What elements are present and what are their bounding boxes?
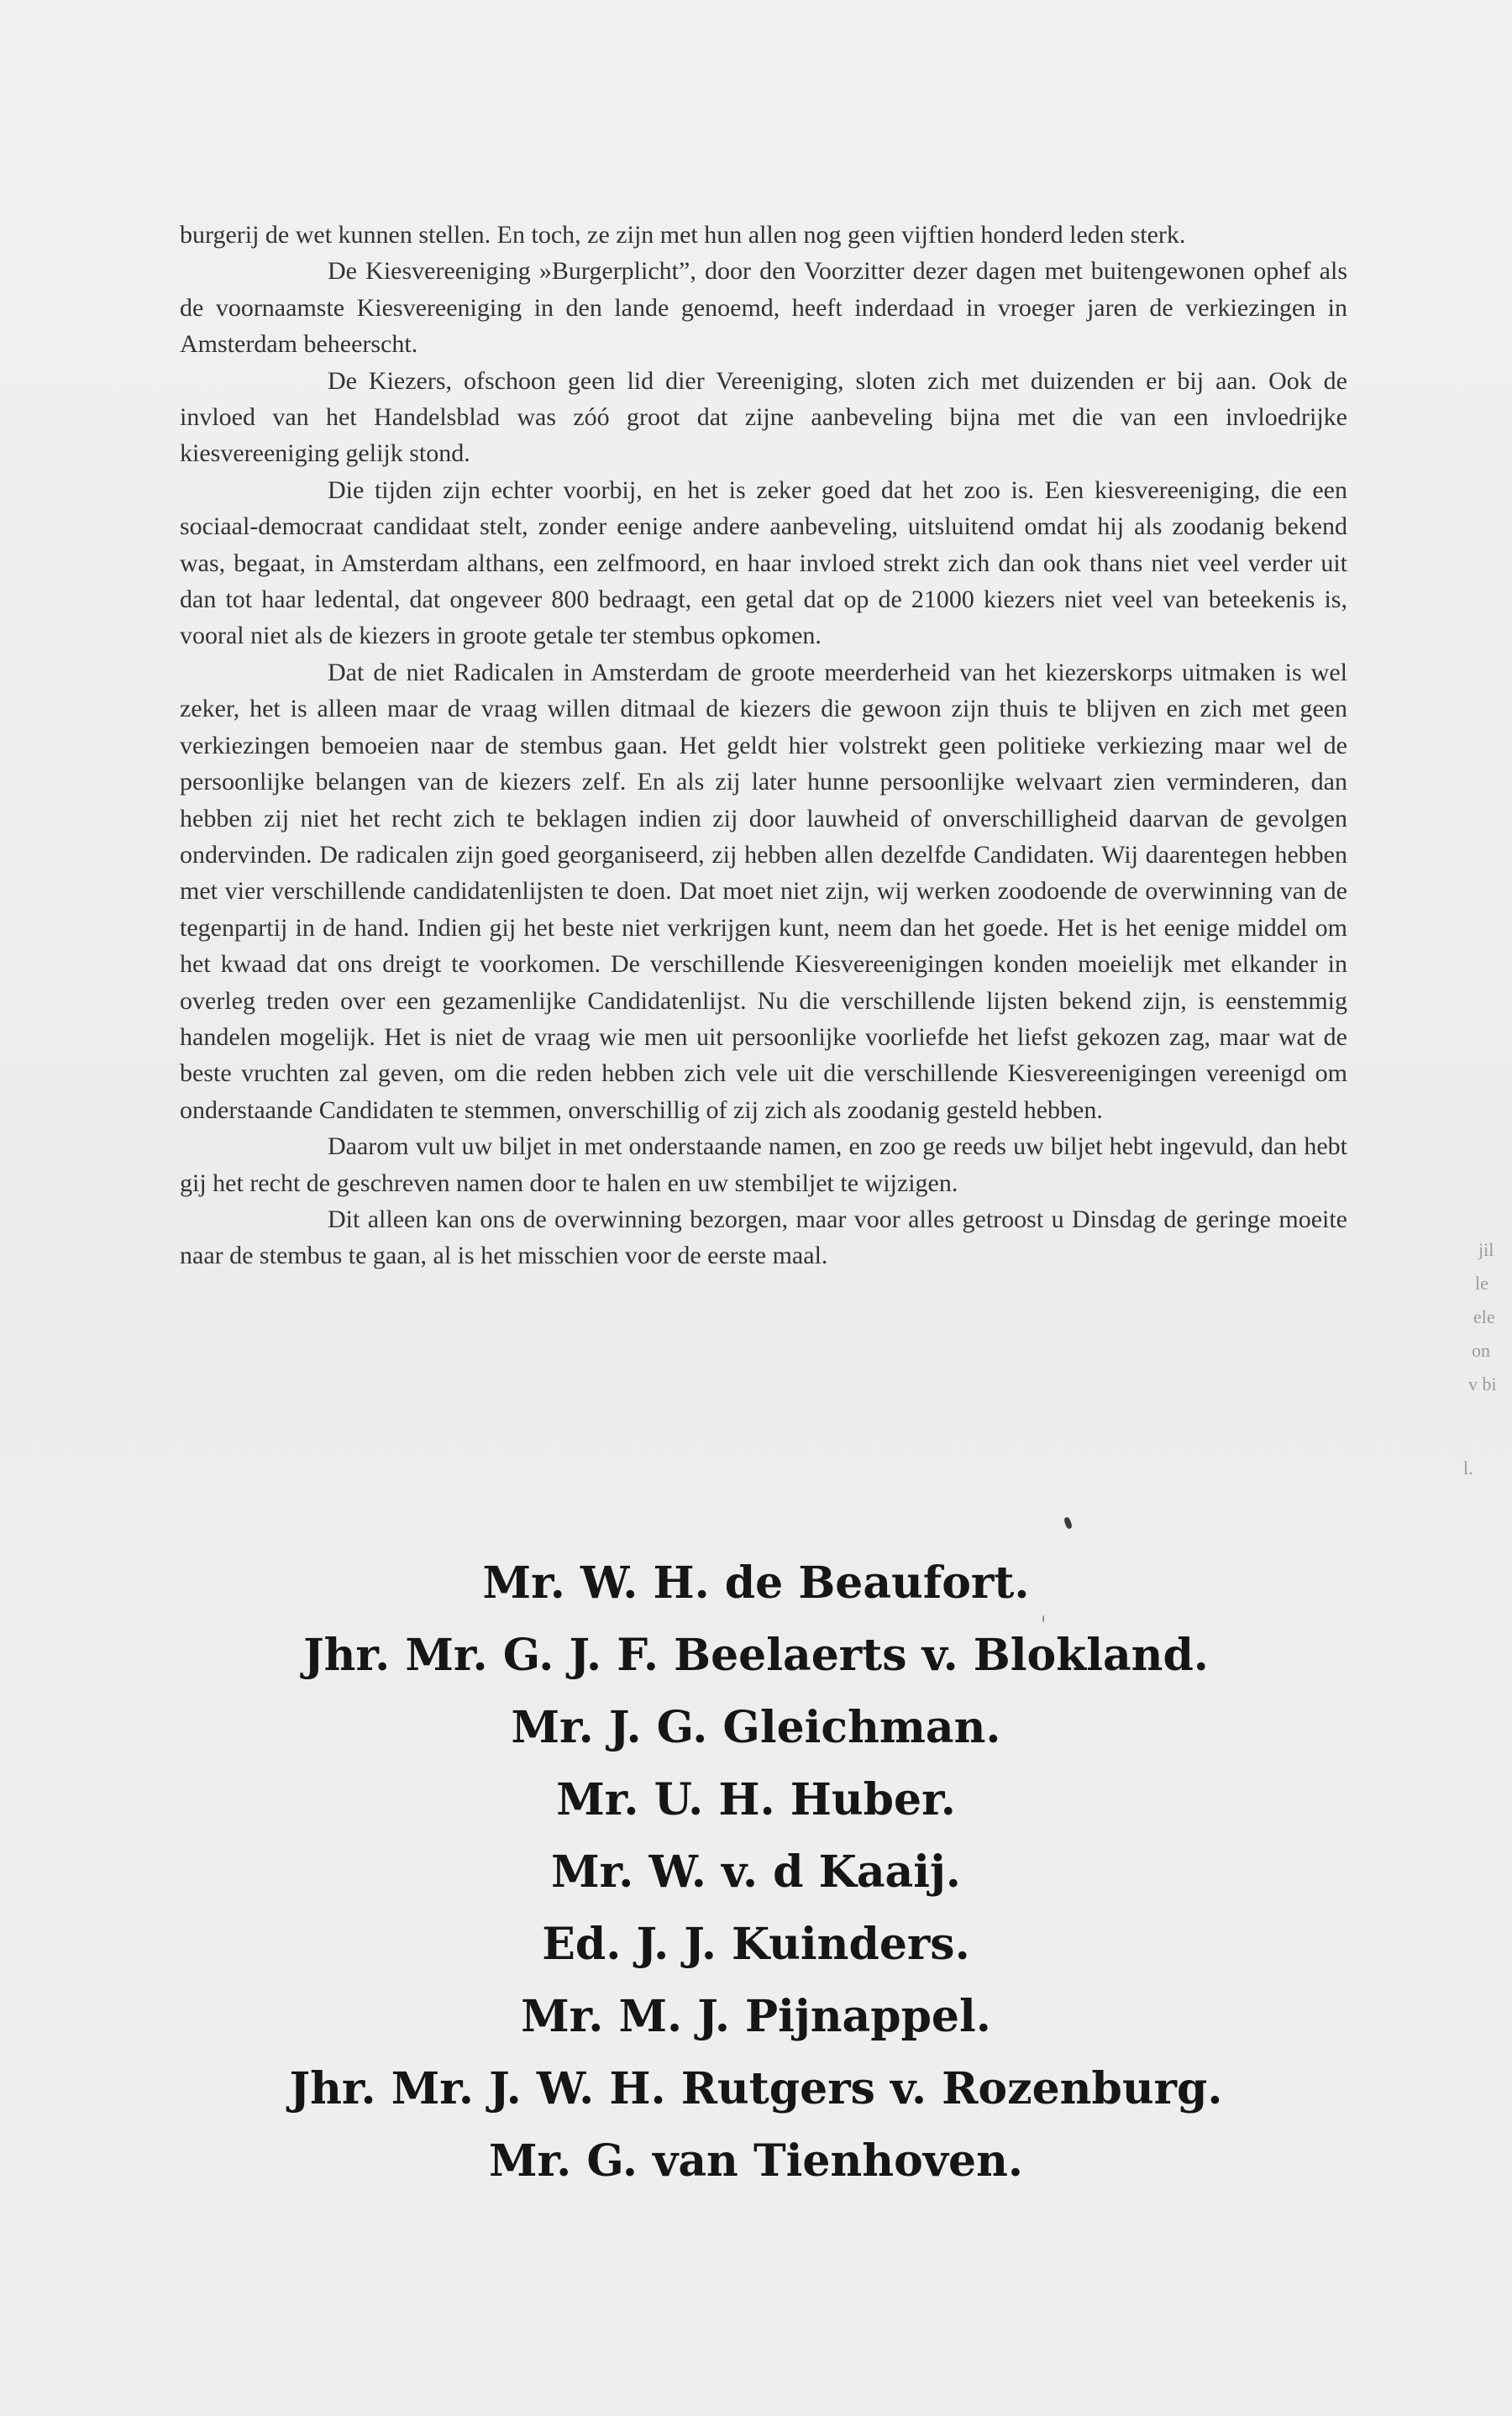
candidate-name: Jhr. Mr. J. W. H. Rutgers v. Rozenburg. [289, 2063, 1223, 2114]
margin-fragment: le [1475, 1273, 1488, 1294]
margin-fragment: on [1472, 1340, 1490, 1361]
ink-speck [1063, 1516, 1073, 1530]
margin-fragment: ele [1473, 1306, 1495, 1327]
paragraph-6: Daarom vult uw biljet in met onderstaande namen, en zoo ge reeds uw biljet hebt ingevuld, dan hebt gij het recht de geschreven namen door te halen en uw stembiljet te wijzigen. [180, 1132, 1347, 1197]
candidate-name: Ed. J. J. Kuinders. [542, 1919, 970, 1970]
body-text [180, 217, 1347, 1274]
candidate-name: Mr. G. van Tienhoven. [488, 2135, 1023, 2187]
margin-fragment: v bi [1468, 1373, 1497, 1394]
paragraph-1: burgerij de wet kunnen stellen. En toch, ze zijn met hun allen nog geen vijftien honderd leden sterk. [180, 221, 1186, 249]
paragraph-7: Dit alleen kan ons de overwinning bezorgen, maar voor alles getroost u Dinsdag de geringe moeite naar de stembus te gaan, al is het misschien voor de eerste maal. [180, 1205, 1347, 1270]
candidate-name: Mr. U. H. Huber. [556, 1774, 956, 1825]
paragraph-3: De Kiezers, ofschoon geen lid dier Vereeniging, sloten zich met duizenden er bij aan. Ook de invloed van het Handelsblad was zóó groot dat zijne aanbeveling bijna met die van een invloedrijke kiesvereeniging gelijk stond. [180, 366, 1347, 468]
paragraph-4: Die tijden zijn echter voorbij, en het is zeker goed dat het zoo is. Een kiesvereeniging, die een sociaal-democraat candidaat stelt, zonder eenige andere aanbeveling, uitsluitend omdat hij als zoodanig bekend was, begaat, in Amsterdam althans, een zelfmoord, en haar invloed strekt zich dan ook thans niet veel verder uit dan tot haar ledental, dat ongeveer 800 bedraagt, een getal dat op de 21000 kiezers niet veel van beteekenis is, vooral niet als de kiezers in groote getale ter stembus opkomen. [180, 475, 1347, 650]
bleed-through-margin-text [1458, 1233, 1509, 1485]
paragraph-5: Dat de niet Radicalen in Amsterdam de groote meerderheid van het kiezerskorps uitmaken is wel zeker, het is alleen maar de vraag willen ditmaal de kiezers die gewoon zijn thuis te blijven en zich met geen verkiezingen bemoeien naar de stembus gaan. Het geldt hier volstrekt geen politieke verkiezing maar wel de persoonlijke belangen van de kiezers zelf. En als zij later hunne persoonlijke welvaart zien verminderen, dan hebben zij niet het recht zich te beklagen indien zij door lauwheid of onverschilligheid daarvan de gevolgen ondervinden. De radicalen zijn goed georganiseerd, zij hebben allen dezelfde Candidaten. Wij daarentegen hebben met vier verschillende candidatenlijsten te doen. Dat moet niet zijn, wij werken zoodoende de overwinning van de tegenpartij in de hand. Indien gij het beste niet verkrijgen kunt, neem dan het goede. Het is het eenige middel om het kwaad dat ons dreigt te voorkomen. De verschillende Kiesvereenigingen konden moeielijk met elkander in overleg treden over een gezamenlijke Candidatenlijst. Nu die verschillende lijsten bekend zijn, is eenstemmig handelen mogelijk. Het is niet de vraag wie men uit persoonlijke voorliefde het liefst gekozen zag, maar wat de beste vruchten zal geven, om die reden hebben zich vele uit die verschillende Kiesvereenigingen vereenigd om onderstaande Candidaten te stemmen, onverschillig of zij zich als zoodanig gesteld hebben. [180, 658, 1347, 1124]
paragraph-2: De Kiesvereeniging »Burgerplicht”, door den Voorzitter dezer dagen met buitengewonen ophef als de voornaamste Kiesvereeniging in den lande genoemd, heeft inderdaad in vroeger jaren de verkiezingen in Amsterdam beheerscht. [180, 257, 1347, 359]
candidate-name: Mr. J. G. Gleichman. [511, 1702, 1001, 1753]
candidate-list [0, 1547, 1512, 2198]
candidate-name: Jhr. Mr. G. J. F. Beelaerts v. Blokland. [303, 1630, 1209, 1681]
margin-fragment: jil [1478, 1239, 1494, 1260]
ink-speck [1042, 1615, 1044, 1622]
candidate-name: Mr. M. J. Pijnappel. [521, 1991, 991, 2042]
margin-fragment: l. [1463, 1457, 1473, 1478]
candidate-name: Mr. W. v. d Kaaij. [551, 1846, 961, 1898]
candidate-name: Mr. W. H. de Beaufort. [482, 1557, 1030, 1609]
